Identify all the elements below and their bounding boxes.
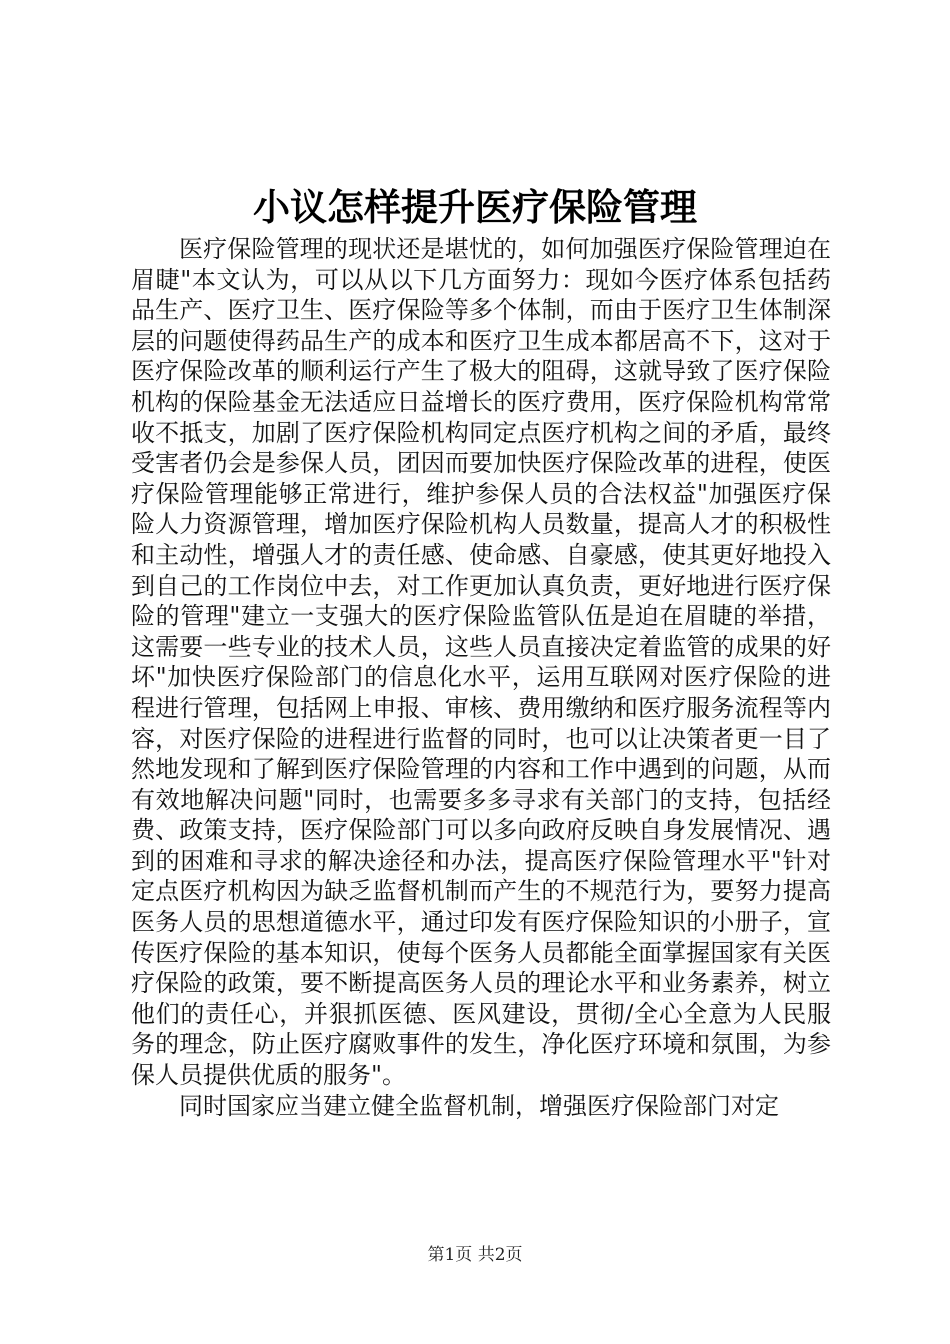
document-title: 小议怎样提升医疗保险管理 xyxy=(253,185,697,229)
body-paragraph-2: 同时国家应当建立健全监督机制，增强医疗保险部门对定 xyxy=(179,1091,779,1120)
document-body xyxy=(131,234,831,1121)
page-number-footer: 第1页 共2页 xyxy=(427,1245,523,1265)
body-paragraph-1: 医疗保险管理的现状还是堪忧的，如何加强医疗保险管理迫在眉睫"本文认为，可以从以下几方面努力：现如今医疗体系包括药品生产、医疗卫生、医疗保险等多个体制，而由于医疗卫生体制深层的问题使得药品生产的成本和医疗卫生成本都居高不下，这对于医疗保险改革的顺利运行产生了极大的阻碍，这就导致了医疗保险机构的保险基金无法适应日益增长的医疗费用，医疗保险机构常常收不抵支，加剧了医疗保险机构同定点医疗机构之间的矛盾，最终受害者仍会是参保人员，团因而要加快医疗保险改革的进程，使医疗保险管理能够正常进行，维护参保人员的合法权益"加强医疗保险人力资源管理，增加医疗保险机构人员数量，提高人才的积极性和主动性，增强人才的责任感、使命感、自豪感，使其更好地投入到自己的工作岗位中去，对工作更加认真负责，更好地进行医疗保险的管理"建立一支强大的医疗保险监管队伍是迫在眉睫的举措，这需要一些专业的技术人员，这些人员直接决定着监管的成果的好坏"加快医疗保险部门的信息化水平，运用互联网对医疗保险的进程进行管理，包括网上申报、审核、费用缴纳和医疗服务流程等内容，对医疗保险的进程进行监督的同时，也可以让决策者更一目了然地发现和了解到医疗保险管理的内容和工作中遇到的问题，从而有效地解决问题"同时，也需要多多寻求有关部门的支持，包括经费、政策支持，医疗保险部门可以多向政府反映自身发展情况、遇到的困难和寻求的解决途径和办法，提高医疗保险管理水平"针对定点医疗机构因为缺乏监督机制而产生的不规范行为，要努力提高医务人员的思想道德水平，通过印发有医疗保险知识的小册子，宣传医疗保险的基本知识，使每个医务人员都能全面掌握国家有关医疗保险的政策，要不断提高医务人员的理论水平和业务素养，树立他们的责任心，并狠抓医德、医风建设，贯彻/全心全意为人民服务的理念，防止医疗腐败事件的发生，净化医疗环境和氛围，为参保人员提供优质的服务"。 xyxy=(131,235,831,1090)
